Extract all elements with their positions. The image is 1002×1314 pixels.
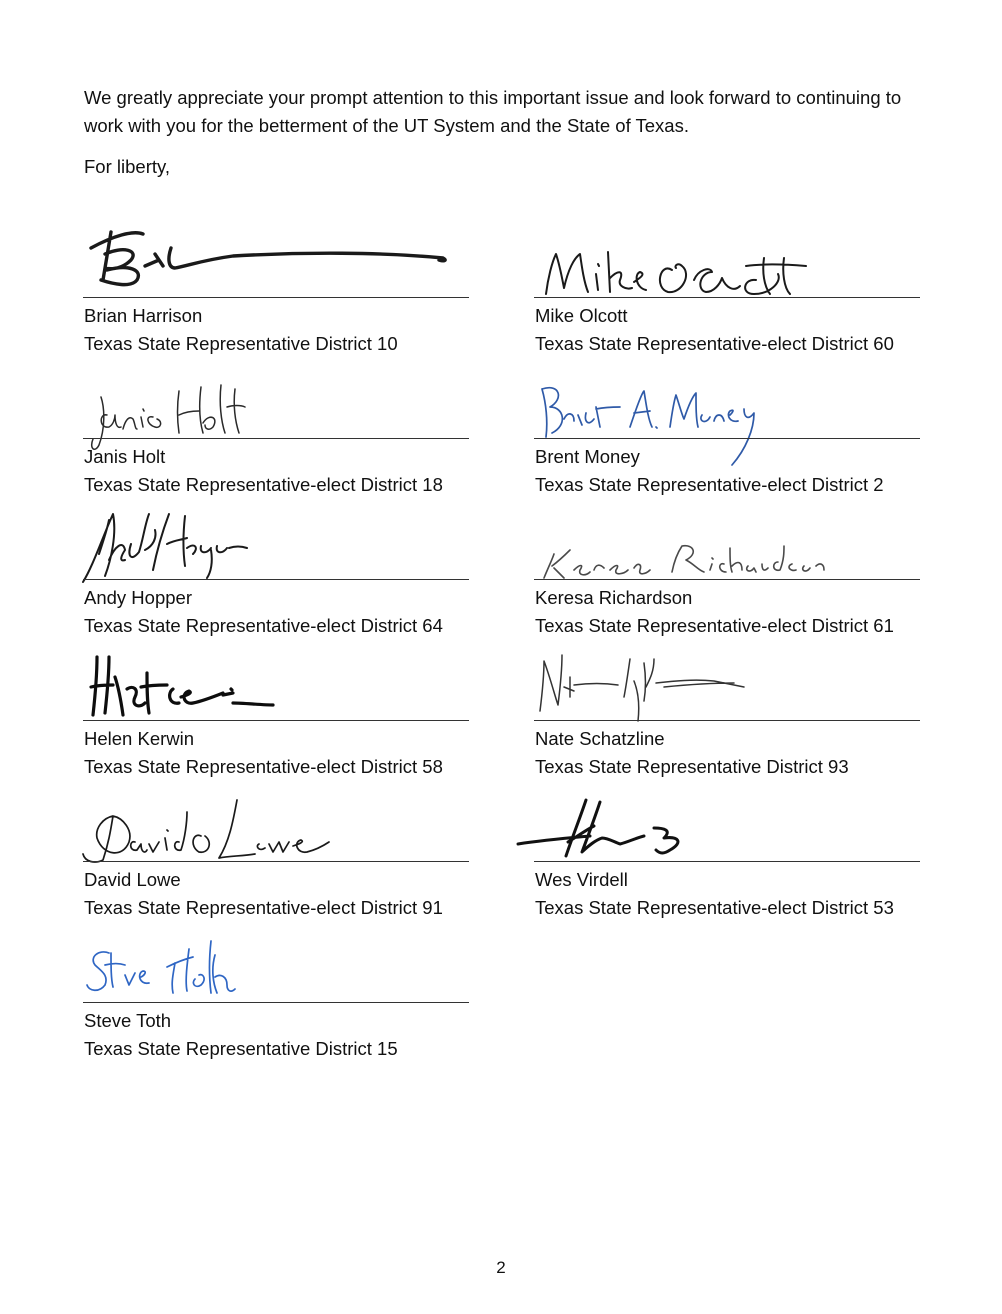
signature-image <box>83 349 469 459</box>
signer-name: Helen Kerwin <box>84 728 195 749</box>
closing-paragraph: We greatly appreciate your prompt attention to this important issue and look forward to continuing to work with you for the betterment of the UT System and the State of Texas. <box>84 87 902 136</box>
signature-block-wes-virdell <box>534 772 920 918</box>
signer-name: Keresa Richardson <box>535 587 693 608</box>
signature-line <box>83 861 469 862</box>
signature-image <box>534 349 920 459</box>
signer-title: Texas State Representative-elect District 18 <box>84 474 443 495</box>
signature-block-nate-schatzline <box>534 631 920 777</box>
page-number: 2 <box>496 1258 506 1277</box>
signer-name: Wes Virdell <box>535 869 628 890</box>
signature-line <box>534 438 920 439</box>
signature-block-keresa-richardson <box>534 490 920 636</box>
signer-name: Nate Schatzline <box>535 728 665 749</box>
signer-name: Andy Hopper <box>84 587 192 608</box>
signer-title: Texas State Representative District 15 <box>84 1038 398 1059</box>
signature-image <box>83 208 469 318</box>
signature-block-brian-harrison <box>83 208 469 354</box>
signature-image <box>83 913 469 1023</box>
signer-name: Mike Olcott <box>535 305 628 326</box>
signature-block-andy-hopper <box>83 490 469 636</box>
signer-title: Texas State Representative District 93 <box>535 756 849 777</box>
signature-line <box>83 579 469 580</box>
signer-title: Texas State Representative-elect District 64 <box>84 615 443 636</box>
signature-line <box>83 720 469 721</box>
signature-block-mike-olcott <box>534 208 920 354</box>
signature-block-david-lowe <box>83 772 469 918</box>
signature-line <box>83 297 469 298</box>
signer-title: Texas State Representative-elect District 91 <box>84 897 443 918</box>
signer-title: Texas State Representative-elect District 61 <box>535 615 894 636</box>
signature-line <box>534 297 920 298</box>
signature-image <box>534 490 920 600</box>
signature-image <box>534 208 920 318</box>
signer-title: Texas State Representative-elect District 58 <box>84 756 443 777</box>
signature-image <box>83 631 469 741</box>
signer-title: Texas State Representative District 10 <box>84 333 398 354</box>
signature-block-steve-toth <box>83 913 469 1059</box>
signature-line <box>534 579 920 580</box>
signer-title: Texas State Representative-elect District 53 <box>535 897 894 918</box>
signer-name: Brian Harrison <box>84 305 203 326</box>
closing-salutation: For liberty, <box>84 156 171 177</box>
signer-name: David Lowe <box>84 869 181 890</box>
signature-line <box>534 720 920 721</box>
signer-name: Brent Money <box>535 446 640 467</box>
signature-line <box>83 438 469 439</box>
signer-title: Texas State Representative-elect District 60 <box>535 333 894 354</box>
signature-line <box>83 1002 469 1003</box>
signer-title: Texas State Representative-elect District 2 <box>535 474 884 495</box>
signature-block-helen-kerwin <box>83 631 469 777</box>
signature-line <box>534 861 920 862</box>
signer-name: Janis Holt <box>84 446 166 467</box>
signer-name: Steve Toth <box>84 1010 172 1031</box>
signature-image <box>534 772 920 882</box>
signature-image <box>83 490 469 600</box>
signature-image <box>534 631 920 741</box>
signature-block-brent-money <box>534 349 920 495</box>
signature-block-janis-holt <box>83 349 469 495</box>
signature-image <box>83 772 469 882</box>
